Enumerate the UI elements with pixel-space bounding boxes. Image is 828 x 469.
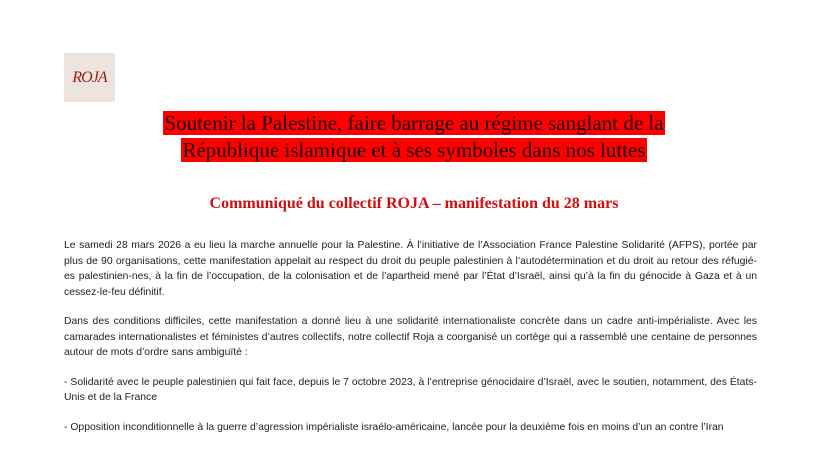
document-subtitle: Communiqué du collectif ROJA – manifestation du 28 mars [209,195,619,212]
logo-text: ROJA [72,68,107,86]
roja-logo [64,53,115,102]
paragraph: Dans des conditions difficiles, cette manifestation a donné lieu à une solidarité internationaliste concrète dans un cadre anti-impérialiste. Avec les camarades internationalistes et féministes d’autres collectifs, notre collectif Roja a coorganisé un cortège qui a rassemblé une centaine de personnes autour de mots d’ordre sans ambiguïté : [64,316,757,358]
paragraph: - Opposition inconditionnelle à la guerre d’agression impérialiste israélo-américaine, lancée pour la deuxième fois en moins d’un an contre l’Iran [64,421,724,433]
document-title [0,110,828,164]
paragraph: - Solidarité avec le peuple palestinien qui fait face, depuis le 7 octobre 2023, à l’entreprise génocidaire d’Israël, avec le soutien, notamment, des États-Unis et de la France [64,376,757,403]
paragraph: Le samedi 28 mars 2026 a eu lieu la marche annuelle pour la Palestine. À l’initiative de l’Association France Palestine Solidarité (AFPS), portée par plus de 90 organisations, cette manifestation appelait au respect du droit du peuple palestinien à l’autodétermination et du droit au retour des réfugié-es palestinien-nes, à la fin de l’occupation, de la colonisation et de l’apartheid mené par l’État d’Israël, ainsi qu’à la fin du génocide à Gaza et à un cessez-le-feu définitif. [64,240,757,298]
title-line-2: République islamique et à ses symboles dans nos luttes [182,138,646,162]
document-body [64,238,757,449]
title-line-1: Soutenir la Palestine, faire barrage au régime sanglant de la [164,111,664,135]
